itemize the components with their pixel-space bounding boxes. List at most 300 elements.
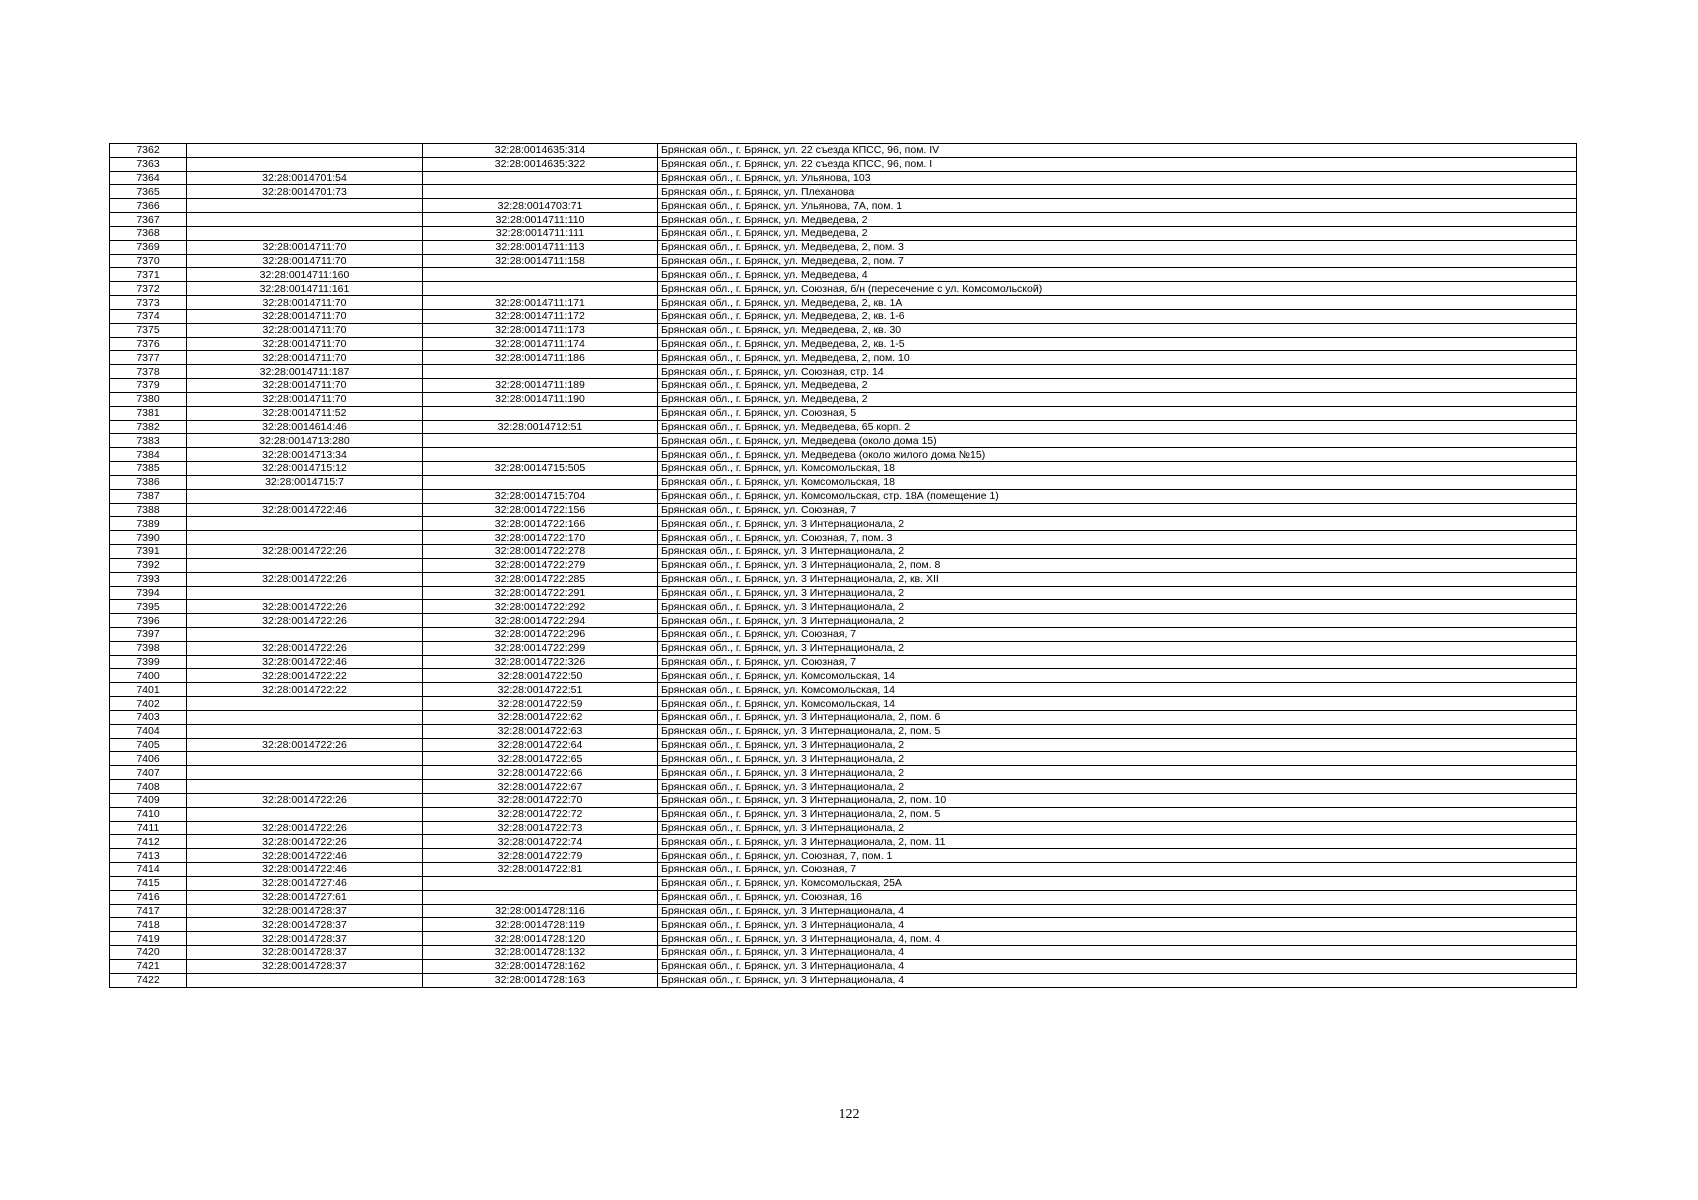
parent-cadastral-number-cell: 32:28:0014722:26 — [187, 641, 423, 655]
address-cell: Брянская обл., г. Брянск, ул. 3 Интернационала, 2 — [658, 600, 1577, 614]
table-row — [110, 282, 1577, 296]
table-row — [110, 448, 1577, 462]
object-cadastral-number-cell: 32:28:0014711:172 — [423, 309, 658, 323]
row-number-cell: 7364 — [110, 171, 187, 185]
object-cadastral-number-cell — [423, 475, 658, 489]
address-cell: Брянская обл., г. Брянск, ул. Медведева, 2 — [658, 226, 1577, 240]
table-row — [110, 835, 1577, 849]
object-cadastral-number-cell: 32:28:0014703:71 — [423, 199, 658, 213]
row-number-cell: 7410 — [110, 807, 187, 821]
row-number-cell: 7392 — [110, 558, 187, 572]
object-cadastral-number-cell: 32:28:0014722:65 — [423, 752, 658, 766]
table-row — [110, 876, 1577, 890]
parent-cadastral-number-cell: 32:28:0014728:37 — [187, 932, 423, 946]
address-cell: Брянская обл., г. Брянск, ул. 3 Интернационала, 2 — [658, 517, 1577, 531]
object-cadastral-number-cell: 32:28:0014722:64 — [423, 738, 658, 752]
row-number-cell: 7421 — [110, 959, 187, 973]
table-row — [110, 337, 1577, 351]
object-cadastral-number-cell: 32:28:0014722:285 — [423, 572, 658, 586]
row-number-cell: 7370 — [110, 254, 187, 268]
address-cell: Брянская обл., г. Брянск, ул. Медведева, 2, кв. 30 — [658, 323, 1577, 337]
table-row — [110, 821, 1577, 835]
row-number-cell: 7407 — [110, 766, 187, 780]
row-number-cell: 7409 — [110, 793, 187, 807]
table-row — [110, 406, 1577, 420]
address-cell: Брянская обл., г. Брянск, ул. Союзная, 7 — [658, 655, 1577, 669]
address-cell: Брянская обл., г. Брянск, ул. 3 Интернационала, 2 — [658, 752, 1577, 766]
parent-cadastral-number-cell — [187, 724, 423, 738]
table-row — [110, 503, 1577, 517]
row-number-cell: 7404 — [110, 724, 187, 738]
address-cell: Брянская обл., г. Брянск, ул. Союзная, стр. 14 — [658, 365, 1577, 379]
object-cadastral-number-cell — [423, 434, 658, 448]
parent-cadastral-number-cell: 32:28:0014713:280 — [187, 434, 423, 448]
row-number-cell: 7415 — [110, 876, 187, 890]
address-cell: Брянская обл., г. Брянск, ул. 3 Интернационала, 4 — [658, 946, 1577, 960]
address-cell: Брянская обл., г. Брянск, ул. Союзная, 7, пом. 3 — [658, 531, 1577, 545]
object-cadastral-number-cell: 32:28:0014711:186 — [423, 351, 658, 365]
table-row — [110, 558, 1577, 572]
parent-cadastral-number-cell: 32:28:0014728:37 — [187, 918, 423, 932]
table-row — [110, 655, 1577, 669]
object-cadastral-number-cell — [423, 282, 658, 296]
row-number-cell: 7397 — [110, 627, 187, 641]
object-cadastral-number-cell: 32:28:0014722:299 — [423, 641, 658, 655]
address-cell: Брянская обл., г. Брянск, ул. Союзная, 7 — [658, 503, 1577, 517]
object-cadastral-number-cell: 32:28:0014722:81 — [423, 863, 658, 877]
object-cadastral-number-cell: 32:28:0014711:173 — [423, 323, 658, 337]
object-cadastral-number-cell: 32:28:0014722:67 — [423, 780, 658, 794]
row-number-cell: 7413 — [110, 849, 187, 863]
object-cadastral-number-cell — [423, 448, 658, 462]
address-cell: Брянская обл., г. Брянск, ул. 3 Интернационала, 2 — [658, 586, 1577, 600]
object-cadastral-number-cell: 32:28:0014712:51 — [423, 420, 658, 434]
address-cell: Брянская обл., г. Брянск, ул. Медведева, 2, пом. 3 — [658, 240, 1577, 254]
address-cell: Брянская обл., г. Брянск, ул. 3 Интернационала, 2 — [658, 545, 1577, 559]
address-cell: Брянская обл., г. Брянск, ул. Комсомольская, 14 — [658, 683, 1577, 697]
row-number-cell: 7419 — [110, 932, 187, 946]
table-row — [110, 296, 1577, 310]
address-cell: Брянская обл., г. Брянск, ул. Медведева, 2, кв. 1А — [658, 296, 1577, 310]
parent-cadastral-number-cell: 32:28:0014715:12 — [187, 462, 423, 476]
table-row — [110, 462, 1577, 476]
table-row — [110, 614, 1577, 628]
address-cell: Брянская обл., г. Брянск, ул. 22 съезда КПСС, 96, пом. I — [658, 157, 1577, 171]
row-number-cell: 7377 — [110, 351, 187, 365]
row-number-cell: 7411 — [110, 821, 187, 835]
object-cadastral-number-cell: 32:28:0014635:322 — [423, 157, 658, 171]
address-cell: Брянская обл., г. Брянск, ул. Медведева, 4 — [658, 268, 1577, 282]
parent-cadastral-number-cell: 32:28:0014711:70 — [187, 309, 423, 323]
object-cadastral-number-cell: 32:28:0014715:704 — [423, 489, 658, 503]
parent-cadastral-number-cell — [187, 807, 423, 821]
row-number-cell: 7369 — [110, 240, 187, 254]
address-cell: Брянская обл., г. Брянск, ул. Медведева (около дома 15) — [658, 434, 1577, 448]
address-cell: Брянская обл., г. Брянск, ул. 3 Интернационала, 2 — [658, 780, 1577, 794]
table-row — [110, 379, 1577, 393]
address-cell: Брянская обл., г. Брянск, ул. Ульянова, 7А, пом. 1 — [658, 199, 1577, 213]
parent-cadastral-number-cell: 32:28:0014711:187 — [187, 365, 423, 379]
parent-cadastral-number-cell: 32:28:0014711:70 — [187, 323, 423, 337]
row-number-cell: 7367 — [110, 213, 187, 227]
row-number-cell: 7408 — [110, 780, 187, 794]
parent-cadastral-number-cell — [187, 697, 423, 711]
table-row — [110, 351, 1577, 365]
object-cadastral-number-cell: 32:28:0014722:63 — [423, 724, 658, 738]
table-row — [110, 199, 1577, 213]
row-number-cell: 7373 — [110, 296, 187, 310]
address-cell: Брянская обл., г. Брянск, ул. 3 Интернационала, 2, пом. 11 — [658, 835, 1577, 849]
object-cadastral-number-cell — [423, 185, 658, 199]
address-cell: Брянская обл., г. Брянск, ул. Медведева, 2, пом. 10 — [658, 351, 1577, 365]
row-number-cell: 7401 — [110, 683, 187, 697]
parent-cadastral-number-cell: 32:28:0014727:46 — [187, 876, 423, 890]
row-number-cell: 7383 — [110, 434, 187, 448]
table-row — [110, 669, 1577, 683]
address-cell: Брянская обл., г. Брянск, ул. Медведева (около жилого дома №15) — [658, 448, 1577, 462]
table-row — [110, 932, 1577, 946]
object-cadastral-number-cell: 32:28:0014728:119 — [423, 918, 658, 932]
table-row — [110, 697, 1577, 711]
parent-cadastral-number-cell — [187, 144, 423, 158]
table-row — [110, 254, 1577, 268]
parent-cadastral-number-cell: 32:28:0014722:46 — [187, 655, 423, 669]
row-number-cell: 7379 — [110, 379, 187, 393]
parent-cadastral-number-cell — [187, 766, 423, 780]
address-cell: Брянская обл., г. Брянск, ул. 3 Интернационала, 2 — [658, 821, 1577, 835]
object-cadastral-number-cell: 32:28:0014635:314 — [423, 144, 658, 158]
row-number-cell: 7368 — [110, 226, 187, 240]
row-number-cell: 7384 — [110, 448, 187, 462]
row-number-cell: 7414 — [110, 863, 187, 877]
parent-cadastral-number-cell — [187, 973, 423, 987]
object-cadastral-number-cell: 32:28:0014728:116 — [423, 904, 658, 918]
table-row — [110, 365, 1577, 379]
object-cadastral-number-cell: 32:28:0014722:292 — [423, 600, 658, 614]
object-cadastral-number-cell: 32:28:0014728:132 — [423, 946, 658, 960]
object-cadastral-number-cell: 32:28:0014728:163 — [423, 973, 658, 987]
table-row — [110, 434, 1577, 448]
address-cell: Брянская обл., г. Брянск, ул. Комсомольская, 18 — [658, 475, 1577, 489]
parent-cadastral-number-cell: 32:28:0014722:26 — [187, 793, 423, 807]
parent-cadastral-number-cell: 32:28:0014711:52 — [187, 406, 423, 420]
object-cadastral-number-cell — [423, 876, 658, 890]
parent-cadastral-number-cell — [187, 752, 423, 766]
address-cell: Брянская обл., г. Брянск, ул. 3 Интернационала, 2 — [658, 766, 1577, 780]
object-cadastral-number-cell: 32:28:0014722:170 — [423, 531, 658, 545]
address-cell: Брянская обл., г. Брянск, ул. 3 Интернационала, 2, пом. 6 — [658, 710, 1577, 724]
object-cadastral-number-cell: 32:28:0014728:162 — [423, 959, 658, 973]
parent-cadastral-number-cell: 32:28:0014711:70 — [187, 392, 423, 406]
object-cadastral-number-cell — [423, 890, 658, 904]
table-row — [110, 185, 1577, 199]
object-cadastral-number-cell: 32:28:0014711:113 — [423, 240, 658, 254]
address-cell: Брянская обл., г. Брянск, ул. 3 Интернационала, 4, пом. 4 — [658, 932, 1577, 946]
address-cell: Брянская обл., г. Брянск, ул. Комсомольская, 14 — [658, 669, 1577, 683]
address-cell: Брянская обл., г. Брянск, ул. Комсомольская, 18 — [658, 462, 1577, 476]
parent-cadastral-number-cell: 32:28:0014711:70 — [187, 337, 423, 351]
object-cadastral-number-cell: 32:28:0014722:59 — [423, 697, 658, 711]
row-number-cell: 7393 — [110, 572, 187, 586]
cadastral-table — [109, 143, 1577, 988]
table-row — [110, 268, 1577, 282]
parent-cadastral-number-cell: 32:28:0014711:70 — [187, 254, 423, 268]
parent-cadastral-number-cell: 32:28:0014711:70 — [187, 240, 423, 254]
parent-cadastral-number-cell: 32:28:0014701:73 — [187, 185, 423, 199]
address-cell: Брянская обл., г. Брянск, ул. Медведева, 2, кв. 1-6 — [658, 309, 1577, 323]
table-row — [110, 752, 1577, 766]
table-row — [110, 517, 1577, 531]
table-row — [110, 683, 1577, 697]
parent-cadastral-number-cell: 32:28:0014722:46 — [187, 863, 423, 877]
object-cadastral-number-cell: 32:28:0014722:62 — [423, 710, 658, 724]
table-row — [110, 545, 1577, 559]
parent-cadastral-number-cell: 32:28:0014722:26 — [187, 545, 423, 559]
parent-cadastral-number-cell — [187, 489, 423, 503]
row-number-cell: 7406 — [110, 752, 187, 766]
row-number-cell: 7365 — [110, 185, 187, 199]
object-cadastral-number-cell: 32:28:0014711:174 — [423, 337, 658, 351]
object-cadastral-number-cell: 32:28:0014711:111 — [423, 226, 658, 240]
object-cadastral-number-cell: 32:28:0014722:279 — [423, 558, 658, 572]
row-number-cell: 7386 — [110, 475, 187, 489]
table-row — [110, 392, 1577, 406]
address-cell: Брянская обл., г. Брянск, ул. 3 Интернационала, 4 — [658, 973, 1577, 987]
parent-cadastral-number-cell — [187, 517, 423, 531]
table-row — [110, 766, 1577, 780]
parent-cadastral-number-cell: 32:28:0014728:37 — [187, 959, 423, 973]
object-cadastral-number-cell — [423, 365, 658, 379]
address-cell: Брянская обл., г. Брянск, ул. 22 съезда КПСС, 96, пом. IV — [658, 144, 1577, 158]
address-cell: Брянская обл., г. Брянск, ул. Союзная, 7, пом. 1 — [658, 849, 1577, 863]
row-number-cell: 7378 — [110, 365, 187, 379]
table-row — [110, 531, 1577, 545]
address-cell: Брянская обл., г. Брянск, ул. Союзная, 7 — [658, 627, 1577, 641]
object-cadastral-number-cell: 32:28:0014722:278 — [423, 545, 658, 559]
table-row — [110, 959, 1577, 973]
row-number-cell: 7389 — [110, 517, 187, 531]
address-cell: Брянская обл., г. Брянск, ул. Медведева, 2 — [658, 379, 1577, 393]
table-row — [110, 475, 1577, 489]
object-cadastral-number-cell — [423, 171, 658, 185]
address-cell: Брянская обл., г. Брянск, ул. Комсомольская, стр. 18А (помещение 1) — [658, 489, 1577, 503]
parent-cadastral-number-cell — [187, 226, 423, 240]
object-cadastral-number-cell: 32:28:0014711:190 — [423, 392, 658, 406]
row-number-cell: 7394 — [110, 586, 187, 600]
row-number-cell: 7400 — [110, 669, 187, 683]
table-row — [110, 226, 1577, 240]
row-number-cell: 7371 — [110, 268, 187, 282]
object-cadastral-number-cell: 32:28:0014722:70 — [423, 793, 658, 807]
parent-cadastral-number-cell: 32:28:0014722:46 — [187, 503, 423, 517]
row-number-cell: 7376 — [110, 337, 187, 351]
table-row — [110, 157, 1577, 171]
address-cell: Брянская обл., г. Брянск, ул. Союзная, 5 — [658, 406, 1577, 420]
table-row — [110, 627, 1577, 641]
address-cell: Брянская обл., г. Брянск, ул. Плеханова — [658, 185, 1577, 199]
table-row — [110, 738, 1577, 752]
table-row — [110, 863, 1577, 877]
object-cadastral-number-cell: 32:28:0014722:73 — [423, 821, 658, 835]
row-number-cell: 7362 — [110, 144, 187, 158]
object-cadastral-number-cell: 32:28:0014722:74 — [423, 835, 658, 849]
address-cell: Брянская обл., г. Брянск, ул. 3 Интернационала, 2 — [658, 614, 1577, 628]
parent-cadastral-number-cell: 32:28:0014715:7 — [187, 475, 423, 489]
address-cell: Брянская обл., г. Брянск, ул. Медведева, 2, кв. 1-5 — [658, 337, 1577, 351]
address-cell: Брянская обл., г. Брянск, ул. Медведева, 2, пом. 7 — [658, 254, 1577, 268]
object-cadastral-number-cell: 32:28:0014722:166 — [423, 517, 658, 531]
parent-cadastral-number-cell: 32:28:0014711:70 — [187, 351, 423, 365]
table-row — [110, 724, 1577, 738]
table-row — [110, 600, 1577, 614]
parent-cadastral-number-cell: 32:28:0014722:26 — [187, 738, 423, 752]
parent-cadastral-number-cell: 32:28:0014711:70 — [187, 296, 423, 310]
table-row — [110, 586, 1577, 600]
parent-cadastral-number-cell: 32:28:0014722:26 — [187, 600, 423, 614]
address-cell: Брянская обл., г. Брянск, ул. 3 Интернационала, 2 — [658, 738, 1577, 752]
object-cadastral-number-cell: 32:28:0014711:171 — [423, 296, 658, 310]
row-number-cell: 7374 — [110, 309, 187, 323]
table-row — [110, 918, 1577, 932]
parent-cadastral-number-cell — [187, 627, 423, 641]
row-number-cell: 7417 — [110, 904, 187, 918]
address-cell: Брянская обл., г. Брянск, ул. 3 Интернационала, 4 — [658, 904, 1577, 918]
table-row — [110, 489, 1577, 503]
row-number-cell: 7372 — [110, 282, 187, 296]
parent-cadastral-number-cell — [187, 531, 423, 545]
table-row — [110, 793, 1577, 807]
table-row — [110, 973, 1577, 987]
address-cell: Брянская обл., г. Брянск, ул. Союзная, 7 — [658, 863, 1577, 877]
object-cadastral-number-cell: 32:28:0014722:79 — [423, 849, 658, 863]
parent-cadastral-number-cell — [187, 199, 423, 213]
parent-cadastral-number-cell: 32:28:0014722:22 — [187, 669, 423, 683]
object-cadastral-number-cell: 32:28:0014722:294 — [423, 614, 658, 628]
table-row — [110, 946, 1577, 960]
object-cadastral-number-cell: 32:28:0014722:66 — [423, 766, 658, 780]
object-cadastral-number-cell: 32:28:0014711:158 — [423, 254, 658, 268]
parent-cadastral-number-cell — [187, 558, 423, 572]
row-number-cell: 7381 — [110, 406, 187, 420]
row-number-cell: 7388 — [110, 503, 187, 517]
row-number-cell: 7375 — [110, 323, 187, 337]
row-number-cell: 7382 — [110, 420, 187, 434]
row-number-cell: 7387 — [110, 489, 187, 503]
object-cadastral-number-cell: 32:28:0014728:120 — [423, 932, 658, 946]
row-number-cell: 7422 — [110, 973, 187, 987]
row-number-cell: 7396 — [110, 614, 187, 628]
address-cell: Брянская обл., г. Брянск, ул. 3 Интернационала, 2 — [658, 641, 1577, 655]
object-cadastral-number-cell: 32:28:0014722:50 — [423, 669, 658, 683]
table-row — [110, 309, 1577, 323]
address-cell: Брянская обл., г. Брянск, ул. 3 Интернационала, 2, пом. 5 — [658, 807, 1577, 821]
row-number-cell: 7366 — [110, 199, 187, 213]
table-row — [110, 780, 1577, 794]
parent-cadastral-number-cell: 32:28:0014722:26 — [187, 821, 423, 835]
row-number-cell: 7403 — [110, 710, 187, 724]
address-cell: Брянская обл., г. Брянск, ул. Медведева, 65 корп. 2 — [658, 420, 1577, 434]
address-cell: Брянская обл., г. Брянск, ул. Медведева, 2 — [658, 392, 1577, 406]
object-cadastral-number-cell — [423, 406, 658, 420]
row-number-cell: 7405 — [110, 738, 187, 752]
row-number-cell: 7416 — [110, 890, 187, 904]
table-row — [110, 710, 1577, 724]
object-cadastral-number-cell: 32:28:0014715:505 — [423, 462, 658, 476]
row-number-cell: 7385 — [110, 462, 187, 476]
object-cadastral-number-cell: 32:28:0014722:326 — [423, 655, 658, 669]
parent-cadastral-number-cell: 32:28:0014728:37 — [187, 946, 423, 960]
table-row — [110, 572, 1577, 586]
table-row — [110, 171, 1577, 185]
parent-cadastral-number-cell — [187, 586, 423, 600]
row-number-cell: 7380 — [110, 392, 187, 406]
row-number-cell: 7418 — [110, 918, 187, 932]
table-body — [110, 144, 1577, 988]
table-row — [110, 213, 1577, 227]
address-cell: Брянская обл., г. Брянск, ул. Комсомольская, 14 — [658, 697, 1577, 711]
object-cadastral-number-cell: 32:28:0014722:156 — [423, 503, 658, 517]
table-row — [110, 240, 1577, 254]
row-number-cell: 7398 — [110, 641, 187, 655]
object-cadastral-number-cell: 32:28:0014722:72 — [423, 807, 658, 821]
table-row — [110, 807, 1577, 821]
address-cell: Брянская обл., г. Брянск, ул. 3 Интернационала, 2, кв. XII — [658, 572, 1577, 586]
row-number-cell: 7402 — [110, 697, 187, 711]
page-number: 122 — [838, 1107, 860, 1122]
parent-cadastral-number-cell: 32:28:0014722:22 — [187, 683, 423, 697]
parent-cadastral-number-cell: 32:28:0014728:37 — [187, 904, 423, 918]
address-cell: Брянская обл., г. Брянск, ул. 3 Интернационала, 4 — [658, 918, 1577, 932]
parent-cadastral-number-cell: 32:28:0014713:34 — [187, 448, 423, 462]
address-cell: Брянская обл., г. Брянск, ул. Медведева, 2 — [658, 213, 1577, 227]
parent-cadastral-number-cell: 32:28:0014722:46 — [187, 849, 423, 863]
parent-cadastral-number-cell: 32:28:0014727:61 — [187, 890, 423, 904]
object-cadastral-number-cell — [423, 268, 658, 282]
parent-cadastral-number-cell: 32:28:0014722:26 — [187, 614, 423, 628]
table-row — [110, 904, 1577, 918]
address-cell: Брянская обл., г. Брянск, ул. Союзная, б/н (пересечение с ул. Комсомольской) — [658, 282, 1577, 296]
object-cadastral-number-cell: 32:28:0014722:51 — [423, 683, 658, 697]
object-cadastral-number-cell: 32:28:0014711:110 — [423, 213, 658, 227]
row-number-cell: 7363 — [110, 157, 187, 171]
table-row — [110, 641, 1577, 655]
table-row — [110, 849, 1577, 863]
row-number-cell: 7391 — [110, 545, 187, 559]
address-cell: Брянская обл., г. Брянск, ул. Союзная, 16 — [658, 890, 1577, 904]
parent-cadastral-number-cell — [187, 710, 423, 724]
table-row — [110, 323, 1577, 337]
object-cadastral-number-cell: 32:28:0014711:189 — [423, 379, 658, 393]
parent-cadastral-number-cell: 32:28:0014722:26 — [187, 572, 423, 586]
parent-cadastral-number-cell — [187, 213, 423, 227]
parent-cadastral-number-cell: 32:28:0014722:26 — [187, 835, 423, 849]
address-cell: Брянская обл., г. Брянск, ул. 3 Интернационала, 2, пом. 10 — [658, 793, 1577, 807]
table-row — [110, 144, 1577, 158]
parent-cadastral-number-cell: 32:28:0014711:160 — [187, 268, 423, 282]
object-cadastral-number-cell: 32:28:0014722:296 — [423, 627, 658, 641]
parent-cadastral-number-cell — [187, 157, 423, 171]
row-number-cell: 7420 — [110, 946, 187, 960]
parent-cadastral-number-cell: 32:28:0014711:70 — [187, 379, 423, 393]
address-cell: Брянская обл., г. Брянск, ул. Комсомольская, 25А — [658, 876, 1577, 890]
row-number-cell: 7412 — [110, 835, 187, 849]
address-cell: Брянская обл., г. Брянск, ул. Ульянова, 103 — [658, 171, 1577, 185]
parent-cadastral-number-cell: 32:28:0014701:54 — [187, 171, 423, 185]
address-cell: Брянская обл., г. Брянск, ул. 3 Интернационала, 2, пом. 5 — [658, 724, 1577, 738]
parent-cadastral-number-cell: 32:28:0014614:46 — [187, 420, 423, 434]
parent-cadastral-number-cell — [187, 780, 423, 794]
table-row — [110, 890, 1577, 904]
